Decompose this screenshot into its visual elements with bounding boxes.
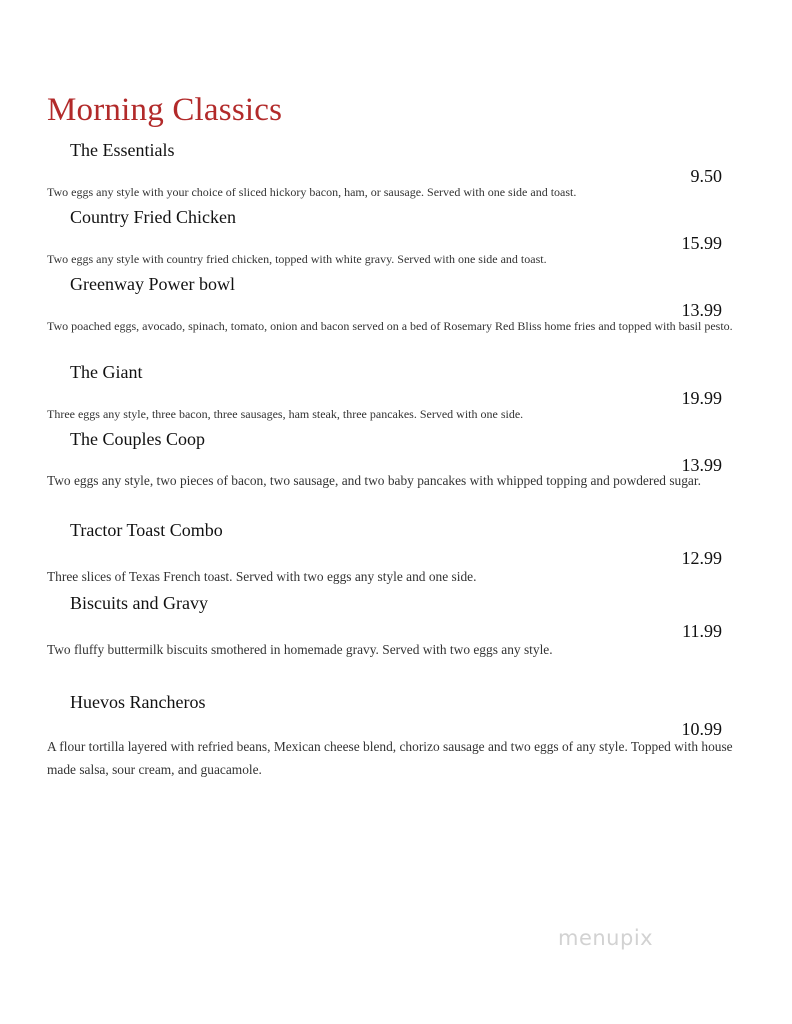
menu-item-name: The Couples Coop (70, 429, 205, 449)
menu-item-name: Huevos Rancheros (70, 692, 206, 712)
menu-item-name: The Giant (70, 362, 143, 382)
watermark-logo: menupix (558, 926, 654, 950)
menu-item-description: Two fluffy buttermilk biscuits smothered in homemade gravy. Served with two eggs any style. (47, 642, 553, 657)
menu-item-price: 15.99 (681, 233, 722, 253)
menu-item-price: 11.99 (682, 621, 722, 641)
menu-item-description: Two poached eggs, avocado, spinach, tomato, onion and bacon served on a bed of Rosemary Red Bliss home fries and topped with basil pesto. (47, 319, 733, 333)
menu-item-name: Biscuits and Gravy (70, 593, 208, 613)
menu-item-price: 13.99 (681, 300, 722, 320)
menu-item-price: 19.99 (681, 388, 722, 408)
menu-item-price: 12.99 (681, 548, 722, 568)
menu-item-name: Greenway Power bowl (70, 274, 235, 294)
menu-item-price: 10.99 (681, 719, 722, 739)
menu-item-description: Two eggs any style, two pieces of bacon, two sausage, and two baby pancakes with whipped topping and powdered sugar. (47, 473, 701, 488)
menu-item-description: Two eggs any style with country fried chicken, topped with white gravy. Served with one side and toast. (47, 252, 547, 266)
menu-item-price: 13.99 (681, 455, 722, 475)
menu-item-name: Country Fried Chicken (70, 207, 236, 227)
menu-item-price: 9.50 (690, 166, 722, 186)
menu-item-description: A flour tortilla layered with refried beans, Mexican cheese blend, chorizo sausage and two eggs of any style. Topped with house made salsa, sour cream, and guacamole. (47, 739, 733, 777)
page-title: Morning Classics (47, 92, 283, 128)
menu-item-description: Two eggs any style with your choice of sliced hickory bacon, ham, or sausage. Served with one side and toast. (47, 185, 577, 199)
menu-item-name: The Essentials (70, 140, 175, 160)
menu-item-name: Tractor Toast Combo (70, 520, 223, 540)
menu-item-description: Three eggs any style, three bacon, three sausages, ham steak, three pancakes. Served with one side. (47, 407, 524, 421)
menu-item-description: Three slices of Texas French toast. Served with two eggs any style and one side. (47, 569, 477, 584)
